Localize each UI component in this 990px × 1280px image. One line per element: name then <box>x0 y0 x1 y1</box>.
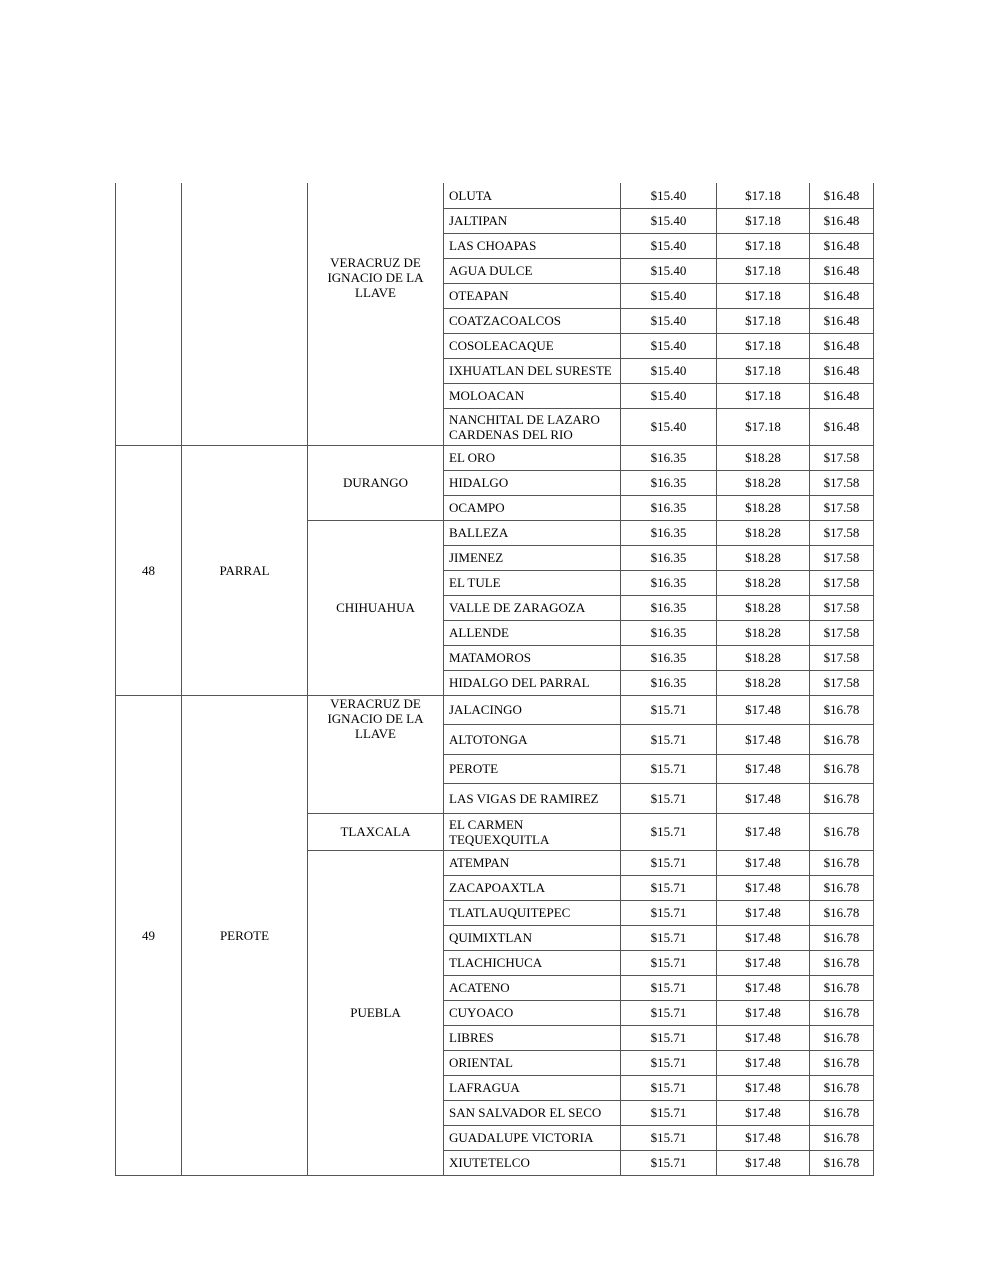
rate-3-cell: $17.58 <box>810 545 874 570</box>
municipio-cell: OLUTA <box>444 183 621 208</box>
rate-3-cell: $16.78 <box>810 813 874 850</box>
rate-3-cell: $16.48 <box>810 383 874 408</box>
table-row <box>116 183 874 208</box>
municipio-cell: LIBRES <box>444 1025 621 1050</box>
rate-3-cell: $16.78 <box>810 1025 874 1050</box>
rate-1-cell: $15.71 <box>621 1000 717 1025</box>
group-name-cell: PEROTE <box>182 695 308 1175</box>
rate-3-cell: $17.58 <box>810 670 874 695</box>
rate-3-cell: $17.58 <box>810 645 874 670</box>
rate-2-cell: $17.48 <box>717 975 810 1000</box>
rate-3-cell: $16.78 <box>810 1150 874 1175</box>
rate-3-cell: $17.58 <box>810 595 874 620</box>
municipio-cell: JALACINGO <box>444 695 621 725</box>
rate-3-cell: $16.48 <box>810 308 874 333</box>
rate-1-cell: $15.40 <box>621 208 717 233</box>
rate-3-cell: $16.78 <box>810 1000 874 1025</box>
rate-2-cell: $17.48 <box>717 900 810 925</box>
rate-1-cell: $15.40 <box>621 383 717 408</box>
municipio-cell: LAS VIGAS DE RAMIREZ <box>444 784 621 814</box>
rate-2-cell: $17.48 <box>717 813 810 850</box>
rate-2-cell: $17.48 <box>717 1100 810 1125</box>
rate-2-cell: $17.48 <box>717 875 810 900</box>
rate-1-cell: $15.71 <box>621 900 717 925</box>
municipio-cell: IXHUATLAN DEL SURESTE <box>444 358 621 383</box>
municipio-cell: XIUTETELCO <box>444 1150 621 1175</box>
municipio-cell: COATZACOALCOS <box>444 308 621 333</box>
municipio-cell: EL ORO <box>444 445 621 470</box>
rate-3-cell: $16.48 <box>810 283 874 308</box>
rate-3-cell: $16.48 <box>810 408 874 445</box>
rate-1-cell: $15.40 <box>621 408 717 445</box>
municipio-cell: EL TULE <box>444 570 621 595</box>
municipio-cell: TLACHICHUCA <box>444 950 621 975</box>
rate-2-cell: $17.18 <box>717 283 810 308</box>
rate-3-cell: $16.78 <box>810 875 874 900</box>
state-cell: PUEBLA <box>308 850 444 1175</box>
rate-2-cell: $17.48 <box>717 850 810 875</box>
state-cell: VERACRUZ DE IGNACIO DE LA LLAVE <box>308 695 444 813</box>
municipio-cell: AGUA DULCE <box>444 258 621 283</box>
rate-2-cell: $17.48 <box>717 725 810 755</box>
rate-2-cell: $17.18 <box>717 383 810 408</box>
municipio-cell: ALLENDE <box>444 620 621 645</box>
rate-2-cell: $17.48 <box>717 1150 810 1175</box>
rate-1-cell: $15.40 <box>621 358 717 383</box>
municipio-cell: EL CARMEN TEQUEXQUITLA <box>444 813 621 850</box>
group-number-cell: 49 <box>116 695 182 1175</box>
rates-table <box>115 183 874 1176</box>
municipio-cell: ATEMPAN <box>444 850 621 875</box>
rate-2-cell: $17.18 <box>717 333 810 358</box>
group-number-cell <box>116 183 182 445</box>
rate-3-cell: $17.58 <box>810 495 874 520</box>
rate-1-cell: $15.40 <box>621 183 717 208</box>
rate-2-cell: $17.48 <box>717 950 810 975</box>
rate-1-cell: $15.71 <box>621 725 717 755</box>
rate-3-cell: $16.78 <box>810 1075 874 1100</box>
group-number-cell: 48 <box>116 445 182 695</box>
rate-1-cell: $15.71 <box>621 1125 717 1150</box>
municipio-cell: LAS CHOAPAS <box>444 233 621 258</box>
municipio-cell: JALTIPAN <box>444 208 621 233</box>
municipio-cell: HIDALGO <box>444 470 621 495</box>
rate-2-cell: $17.48 <box>717 1000 810 1025</box>
rate-2-cell: $17.48 <box>717 754 810 784</box>
rate-3-cell: $16.48 <box>810 333 874 358</box>
municipio-cell: MOLOACAN <box>444 383 621 408</box>
rate-3-cell: $16.78 <box>810 850 874 875</box>
rate-1-cell: $15.40 <box>621 258 717 283</box>
rate-1-cell: $15.71 <box>621 925 717 950</box>
municipio-cell: OTEAPAN <box>444 283 621 308</box>
rate-2-cell: $17.48 <box>717 1050 810 1075</box>
rate-3-cell: $16.78 <box>810 950 874 975</box>
rate-2-cell: $17.18 <box>717 258 810 283</box>
rate-1-cell: $15.71 <box>621 1150 717 1175</box>
municipio-cell: ZACAPOAXTLA <box>444 875 621 900</box>
municipio-cell: PEROTE <box>444 754 621 784</box>
group-name-cell <box>182 183 308 445</box>
municipio-cell: VALLE DE ZARAGOZA <box>444 595 621 620</box>
rate-1-cell: $15.40 <box>621 308 717 333</box>
rate-2-cell: $18.28 <box>717 545 810 570</box>
rate-3-cell: $17.58 <box>810 570 874 595</box>
rate-1-cell: $16.35 <box>621 445 717 470</box>
municipio-cell: MATAMOROS <box>444 645 621 670</box>
rate-3-cell: $16.78 <box>810 725 874 755</box>
state-cell: DURANGO <box>308 445 444 520</box>
rate-2-cell: $17.18 <box>717 308 810 333</box>
rate-1-cell: $16.35 <box>621 545 717 570</box>
state-cell: VERACRUZ DE IGNACIO DE LA LLAVE <box>308 183 444 445</box>
municipio-cell: ORIENTAL <box>444 1050 621 1075</box>
rate-3-cell: $17.58 <box>810 445 874 470</box>
rate-2-cell: $18.28 <box>717 445 810 470</box>
rate-1-cell: $15.71 <box>621 1025 717 1050</box>
rate-1-cell: $15.71 <box>621 813 717 850</box>
rate-2-cell: $17.18 <box>717 358 810 383</box>
rate-3-cell: $16.78 <box>810 1100 874 1125</box>
rate-1-cell: $15.40 <box>621 333 717 358</box>
rate-3-cell: $16.78 <box>810 975 874 1000</box>
municipio-cell: NANCHITAL DE LAZARO CARDENAS DEL RIO <box>444 408 621 445</box>
rate-2-cell: $17.48 <box>717 1025 810 1050</box>
rate-2-cell: $18.28 <box>717 595 810 620</box>
rate-3-cell: $16.78 <box>810 1125 874 1150</box>
rate-2-cell: $18.28 <box>717 645 810 670</box>
rate-2-cell: $17.48 <box>717 784 810 814</box>
rate-2-cell: $17.18 <box>717 408 810 445</box>
rate-1-cell: $15.71 <box>621 975 717 1000</box>
municipio-cell: OCAMPO <box>444 495 621 520</box>
municipio-cell: BALLEZA <box>444 520 621 545</box>
rate-2-cell: $18.28 <box>717 670 810 695</box>
rate-3-cell: $17.58 <box>810 620 874 645</box>
rate-2-cell: $17.48 <box>717 1125 810 1150</box>
group-name-cell: PARRAL <box>182 445 308 695</box>
rate-1-cell: $15.71 <box>621 1050 717 1075</box>
rate-1-cell: $15.71 <box>621 950 717 975</box>
rate-2-cell: $17.18 <box>717 208 810 233</box>
rate-3-cell: $16.78 <box>810 754 874 784</box>
rate-2-cell: $18.28 <box>717 470 810 495</box>
state-cell: CHIHUAHUA <box>308 520 444 695</box>
table-row <box>116 695 874 725</box>
municipio-cell: JIMENEZ <box>444 545 621 570</box>
rate-1-cell: $15.71 <box>621 850 717 875</box>
rate-2-cell: $18.28 <box>717 570 810 595</box>
rate-1-cell: $16.35 <box>621 645 717 670</box>
rate-1-cell: $16.35 <box>621 470 717 495</box>
rate-1-cell: $15.71 <box>621 695 717 725</box>
rate-1-cell: $16.35 <box>621 495 717 520</box>
rate-3-cell: $16.48 <box>810 358 874 383</box>
municipio-cell: GUADALUPE VICTORIA <box>444 1125 621 1150</box>
rate-3-cell: $16.78 <box>810 925 874 950</box>
municipio-cell: CUYOACO <box>444 1000 621 1025</box>
table-body <box>116 183 874 1175</box>
rate-1-cell: $15.71 <box>621 1100 717 1125</box>
municipio-cell: SAN SALVADOR EL SECO <box>444 1100 621 1125</box>
rate-2-cell: $18.28 <box>717 520 810 545</box>
rate-1-cell: $15.40 <box>621 283 717 308</box>
rate-2-cell: $17.18 <box>717 183 810 208</box>
rate-3-cell: $16.78 <box>810 695 874 725</box>
rate-1-cell: $15.71 <box>621 754 717 784</box>
municipio-cell: HIDALGO DEL PARRAL <box>444 670 621 695</box>
rate-1-cell: $15.71 <box>621 784 717 814</box>
rate-3-cell: $16.48 <box>810 208 874 233</box>
rate-2-cell: $18.28 <box>717 495 810 520</box>
rate-1-cell: $16.35 <box>621 595 717 620</box>
table-row <box>116 445 874 470</box>
rate-2-cell: $17.48 <box>717 695 810 725</box>
rate-1-cell: $16.35 <box>621 620 717 645</box>
rate-3-cell: $16.48 <box>810 233 874 258</box>
rate-2-cell: $18.28 <box>717 620 810 645</box>
rate-2-cell: $17.18 <box>717 233 810 258</box>
rate-1-cell: $15.71 <box>621 1075 717 1100</box>
municipio-cell: TLATLAUQUITEPEC <box>444 900 621 925</box>
municipio-cell: LAFRAGUA <box>444 1075 621 1100</box>
municipio-cell: COSOLEACAQUE <box>444 333 621 358</box>
rate-1-cell: $16.35 <box>621 570 717 595</box>
municipio-cell: QUIMIXTLAN <box>444 925 621 950</box>
rate-3-cell: $16.48 <box>810 183 874 208</box>
rate-3-cell: $16.78 <box>810 1050 874 1075</box>
rate-3-cell: $17.58 <box>810 520 874 545</box>
rate-3-cell: $17.58 <box>810 470 874 495</box>
rate-1-cell: $16.35 <box>621 670 717 695</box>
rate-1-cell: $15.71 <box>621 875 717 900</box>
rate-3-cell: $16.48 <box>810 258 874 283</box>
rate-1-cell: $16.35 <box>621 520 717 545</box>
rate-2-cell: $17.48 <box>717 925 810 950</box>
state-cell: TLAXCALA <box>308 813 444 850</box>
municipio-cell: ACATENO <box>444 975 621 1000</box>
rate-2-cell: $17.48 <box>717 1075 810 1100</box>
rate-1-cell: $15.40 <box>621 233 717 258</box>
rate-3-cell: $16.78 <box>810 900 874 925</box>
municipio-cell: ALTOTONGA <box>444 725 621 755</box>
rate-3-cell: $16.78 <box>810 784 874 814</box>
